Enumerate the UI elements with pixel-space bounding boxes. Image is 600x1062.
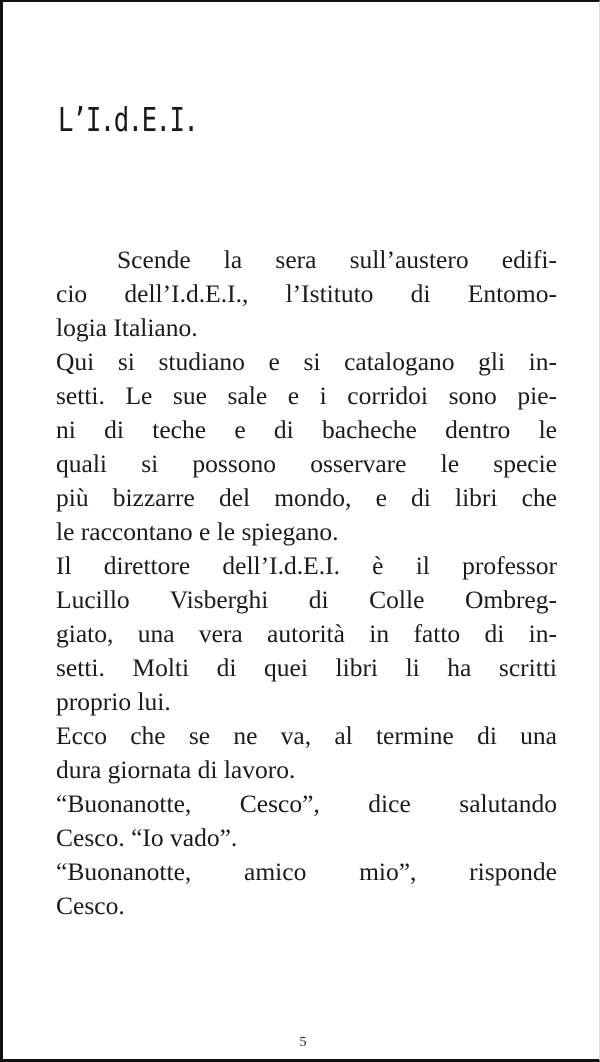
text-line: setti. Molti di quei libri li ha scritti — [56, 653, 557, 682]
text-line: proprio lui. — [56, 687, 171, 716]
text-line: ni di teche e di bacheche dentro le — [56, 415, 557, 444]
text-line: “Buonanotte, amico mio”, risponde — [56, 857, 557, 886]
text-line: Lucillo Visberghi di Colle Ombreg- — [56, 585, 557, 614]
text-line: Scende la sera sull’austero edifi- — [117, 245, 557, 274]
text-line: “Buonanotte, Cesco”, dice salutando — [56, 789, 557, 818]
page-number: 5 — [299, 1035, 307, 1050]
text-line: giato, una vera autorità in fatto di in- — [56, 619, 557, 648]
text-line: Cesco. — [56, 891, 125, 920]
body-text — [56, 243, 557, 923]
text-line: setti. Le sue sale e i corridoi sono pie- — [56, 381, 557, 410]
text-line: più bizzarre del mondo, e di libri che — [56, 483, 557, 512]
text-line: quali si possono osservare le specie — [56, 449, 557, 478]
text-line: le raccontano e le spiegano. — [56, 517, 339, 546]
text-line: Cesco. “Io vado”. — [56, 823, 238, 852]
text-line: dura giornata di lavoro. — [56, 755, 296, 784]
text-line: Qui si studiano e si catalogano gli in- — [56, 347, 557, 376]
text-line: cio dell’I.d.E.I., l’Istituto di Entomo- — [56, 279, 557, 308]
text-line: Il direttore dell’I.d.E.I. è il professor — [56, 551, 557, 580]
text-line: Ecco che se ne va, al termine di una — [56, 721, 557, 750]
text-line: logia Italiano. — [56, 313, 198, 342]
chapter-title: L’I.d.E.I. — [58, 100, 198, 139]
